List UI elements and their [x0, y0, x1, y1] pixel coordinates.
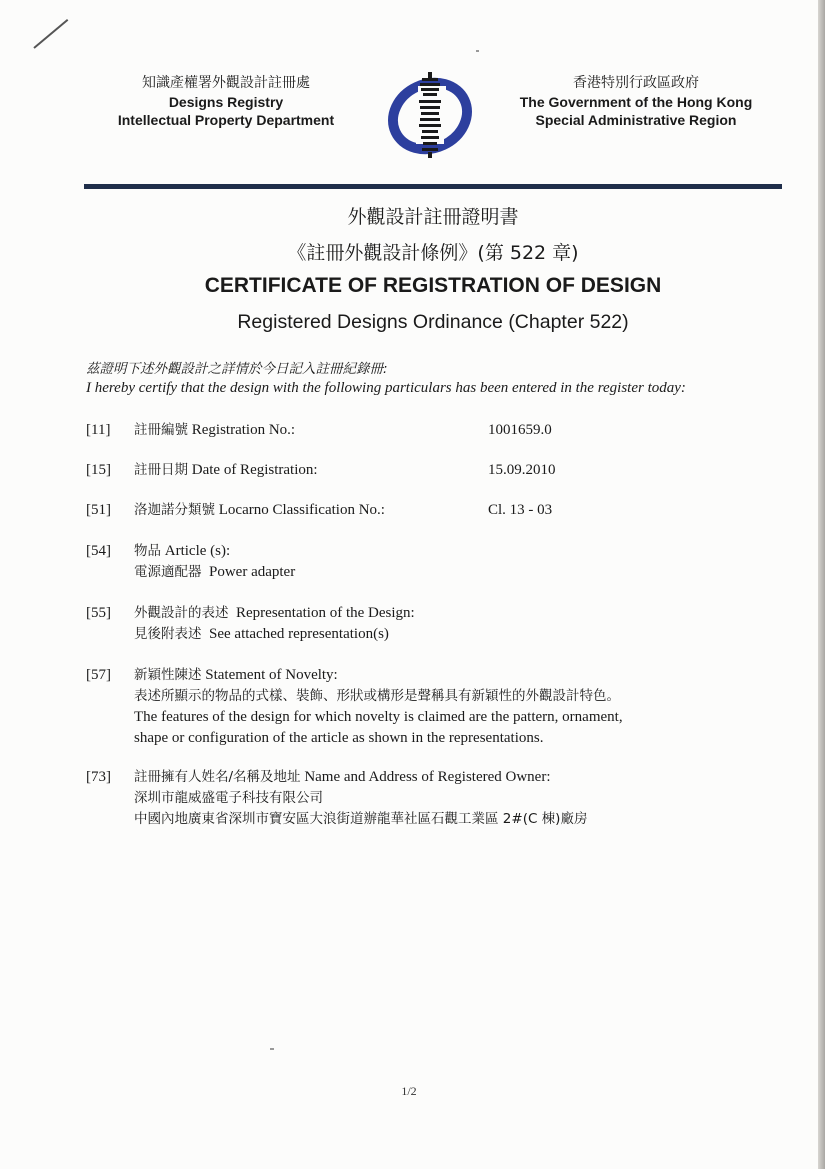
certification-statement [86, 360, 776, 398]
field-label-zh: 物品 [134, 543, 161, 559]
representation-value-en: See attached representation(s) [209, 626, 389, 642]
field-code: [57] [86, 667, 111, 683]
header-divider [84, 184, 782, 189]
field-label-en: Article (s): [164, 543, 231, 559]
government-name-zh: 香港特別行政區政府 [573, 75, 699, 91]
field-code: [55] [86, 605, 111, 621]
field-label-en: Representation of the Design: [236, 605, 415, 621]
owner-name-zh: 深圳市龍威盛電子科技有限公司 [134, 790, 323, 806]
novelty-value-en-line2: shape or configuration of the article as shown in the representations. [134, 730, 544, 746]
field-label-en: Date of Registration: [191, 462, 318, 478]
field-code: [51] [86, 502, 111, 518]
scan-speck [270, 1048, 274, 1050]
ordinance-en: Registered Designs Ordinance (Chapter 522) [237, 311, 629, 333]
field-code: [15] [86, 462, 111, 478]
pencil-mark [33, 19, 68, 49]
government-header [505, 74, 767, 130]
field-code: [73] [86, 769, 111, 785]
field-code: [11] [86, 422, 111, 438]
field-label-zh: 註冊日期 [134, 462, 188, 478]
registration-no-value: 1001659.0 [488, 422, 552, 438]
scan-edge [818, 0, 825, 1169]
representation-value-zh: 見後附表述 [134, 626, 202, 642]
field-label-en: Locarno Classification No.: [218, 502, 385, 518]
government-name-line1: The Government of the Hong Kong [519, 93, 753, 110]
article-value-zh: 電源適配器 [134, 564, 202, 580]
owner-address-zh: 中國內地廣東省深圳市寶安區大浪街道辦龍華社區石觀工業區 2#(C 棟)廠房 [134, 811, 588, 827]
scan-speck [476, 50, 479, 52]
registration-date-value: 15.09.2010 [488, 462, 556, 478]
issuer-header [96, 74, 356, 130]
certification-zh: 茲證明下述外觀設計之詳情於今日記入註冊紀錄冊: [86, 361, 388, 377]
field-label-zh: 註冊編號 [134, 422, 188, 438]
field-code: [54] [86, 543, 111, 559]
title-en: CERTIFICATE OF REGISTRATION OF DESIGN [204, 274, 662, 297]
field-label-zh: 註冊擁有人姓名/名稱及地址 [134, 769, 301, 785]
certification-en: I hereby certify that the design with the following particulars has been entered in the register today: [86, 380, 686, 396]
novelty-value-en-line1: The features of the design for which novelty is claimed are the pattern, ornament, [134, 709, 623, 725]
field-label-zh: 外觀設計的表述 [134, 605, 229, 621]
field-label-en: Registration No.: [191, 422, 296, 438]
field-label-zh: 新穎性陳述 [134, 667, 202, 683]
hksar-government-logo [380, 70, 480, 160]
field-label-en: Name and Address of Registered Owner: [304, 769, 551, 785]
ordinance-zh: 《註冊外觀設計條例》(第 522 章) [287, 242, 579, 264]
page-number: 1/2 [401, 1084, 417, 1098]
issuer-name-line2: Intellectual Property Department [117, 112, 335, 128]
government-name-line2: Special Administrative Region [535, 112, 737, 128]
issuer-name-zh: 知識產權署外觀設計註冊處 [142, 75, 310, 91]
title-zh: 外觀設計註冊證明書 [347, 206, 519, 228]
field-label-zh: 洛迦諾分類號 [134, 502, 215, 518]
issuer-name-line1: Designs Registry [168, 93, 284, 110]
novelty-value-zh: 表述所顯示的物品的式樣、裝飾、形狀或構形是聲稱具有新穎性的外觀設計特色。 [134, 688, 620, 704]
locarno-value: Cl. 13 - 03 [488, 502, 553, 518]
field-label-en: Statement of Novelty: [205, 667, 338, 683]
article-value-en: Power adapter [209, 564, 296, 580]
